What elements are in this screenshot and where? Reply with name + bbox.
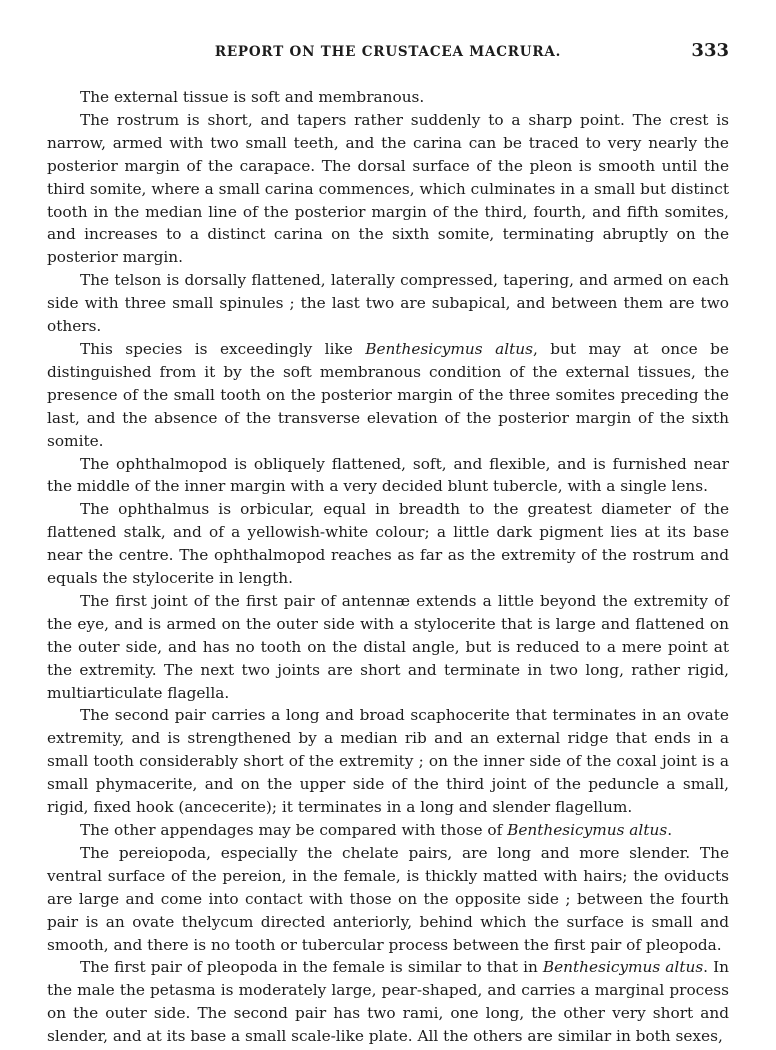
running-title: REPORT ON THE CRUSTACEA MACRURA. [214,44,562,60]
page-number: 333 [691,40,729,61]
text-run: The first pair of pleopoda in the female is similar to that in [80,958,543,977]
paragraph-second-pair: The second pair carries a long and broad scaphocerite that terminates in an ovate extremity, and is strengthened by a median rib and an external ridge that ends in a small tooth considerably short of the extremity ; on the inner side of the coxal joint is a small phymacerite, and on the upper side of the third joint of the peduncle a small, rigid, fixed hook (ancecerite); it terminates in a long and slender flagellum. [47,706,729,817]
paragraph-telson: The telson is dorsally flattened, laterally compressed, tapering, and armed on each side with three small spinules ; the last two are subapical, and between them are two others. [47,271,729,336]
text-run: . In the male the petasma is moderately large, pear-shaped, and carries a marginal process on the outer side. The second pair has two rami, one long, the other very short and slender, and at its base a small scale-like plate. All the others are similar in both sexes, [47,958,729,1046]
paragraph-pereiopoda: The pereiopoda, especially the chelate pairs, are long and more slender. The ventral surface of the pereion, in the female, is thickly matted with hairs; the oviducts are large and come into contact with those on the opposite side ; between the fourth pair is an ovate thelycum directed anteriorly, behind which the surface is small and smooth, and there is no tooth or tubercular process between the first pair of pleopoda. [47,843,729,954]
text-run: , but may at once be distinguished from it by the soft membranous condition of the external tissues, the presence of the small tooth on the posterior margin of the three somites preceding the last, and the absence of the transverse elevation of the posterior margin of the sixth somite. [47,339,729,450]
paragraph-other-appendages [47,819,729,842]
text-run: . [667,821,673,839]
page-header [47,36,729,66]
species-name: Benthesicymus altus [365,339,533,358]
paragraph-comparison [47,338,729,453]
paragraph-pleopoda [47,956,729,1048]
paragraph-rostrum: The rostrum is short, and tapers rather suddenly to a sharp point. The crest is narrow, armed with two small teeth, and the carina can be traced to very nearly the posterior margin of the carapace. The dorsal surface of the pleon is smooth until the third somite, where a small carina commences, which culminates in a small but distinct tooth in the median line of the posterior margin of the third, fourth, and fifth somites, and increases to a distinct carina on the sixth somite, terminating abruptly on the posterior margin. [47,110,729,267]
species-name: Benthesicymus altus [542,958,704,977]
paragraph-ophthalmopod: The ophthalmopod is obliquely flattened, soft, and flexible, and is furnished near the middle of the inner margin with a very decided blunt tubercle, with a single lens. [47,454,729,496]
paragraph-ophthalmus: The ophthalmus is orbicular, equal in breadth to the greatest diameter of the flattened stalk, and of a yellowish-white colour; a little dark pigment lies at its base near the centre. The ophthalmopod reaches as far as the extremity of the rostrum and equals the stylocerite in length. [47,500,729,588]
paragraph-first-antennae: The first joint of the first pair of antennæ extends a little beyond the extremity of the eye, and is armed on the outer side with a stylocerite that is large and flattened on the outer side, and has no tooth on the distal angle, but is reduced to a mere point at the extremity. The next two joints are short and terminate in two long, rather rigid, multiarticulate flagella. [47,591,729,702]
text-run: The other appendages may be compared with those of [80,821,508,839]
text-run: This species is exceedingly like [80,339,366,358]
article-body [47,86,729,1048]
paragraph-external-tissue: The external tissue is soft and membranous. [80,88,425,106]
species-name: Benthesicymus altus [507,821,668,839]
page [47,36,729,1046]
